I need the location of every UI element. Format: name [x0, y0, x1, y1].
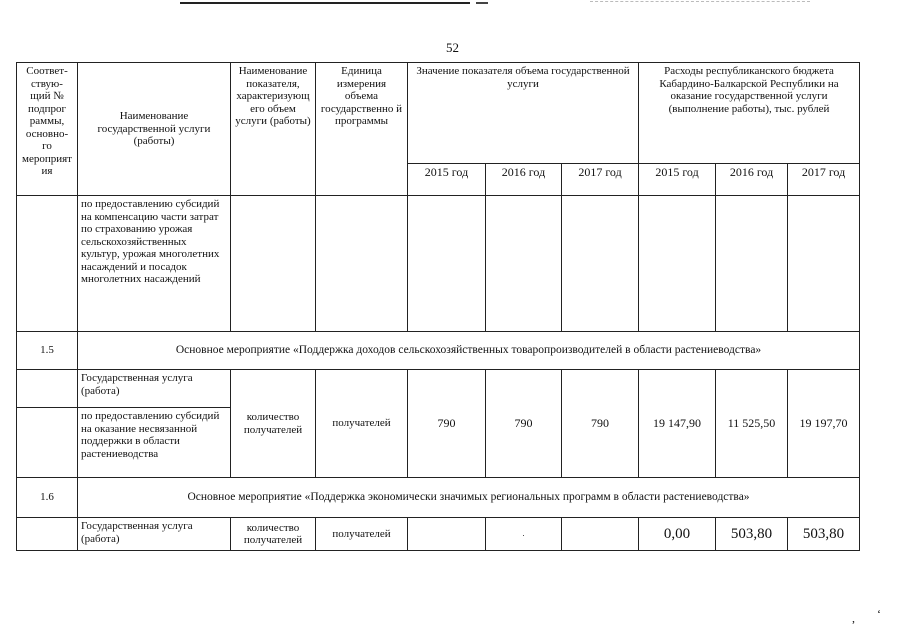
table-row	[17, 196, 860, 332]
cell-indicator: количество получателей	[231, 518, 316, 551]
cell-unit: получателей	[316, 370, 408, 478]
top-faint-line	[590, 1, 810, 3]
cell-budget-2015: 0,00	[639, 518, 716, 551]
cell-empty	[17, 408, 78, 478]
page-number: 52	[446, 40, 459, 55]
scan-mark: ,	[852, 611, 855, 625]
cell-service-type: Государственная услуга (работа)	[78, 518, 231, 551]
section-code: 1.5	[17, 332, 78, 370]
cell-empty	[562, 196, 639, 332]
header-indicator-name: Наименование показателя, характеризующ его объем услуги (работы)	[231, 63, 316, 196]
cell-empty	[639, 196, 716, 332]
cell-service-continuation: по предоставлению субсидий на компенсацию части затрат по страхованию урожая сельскохозяйственных культур, урожая многолетних насаждений и посадок многолетних насаждений	[78, 196, 231, 332]
cell-unit: получателей	[316, 518, 408, 551]
cell-empty	[788, 196, 860, 332]
cell-budget-2016: 503,80	[716, 518, 788, 551]
cell-service-description: по предоставлению субсидий на оказание несвязанной поддержки в области растениеводства	[78, 408, 231, 478]
header-year-volume-2016: 2016 год	[486, 164, 562, 196]
section-title: Основное мероприятие «Поддержка доходов сельскохозяйственных товаропроизводителей в области растениеводства»	[78, 332, 860, 370]
cell-volume-2015: 790	[408, 370, 486, 478]
top-border-line	[180, 2, 470, 4]
cell-empty	[486, 196, 562, 332]
section-row	[17, 332, 860, 370]
cell-empty	[231, 196, 316, 332]
cell-empty	[716, 196, 788, 332]
cell-volume-2017	[562, 518, 639, 551]
table-row	[17, 518, 860, 551]
cell-empty	[17, 370, 78, 408]
header-volume-group: Значение показателя объема государственной услуги	[408, 63, 639, 164]
cell-volume-2016: .	[486, 518, 562, 551]
services-table	[16, 62, 860, 551]
header-code: Соответ- ствую- щий № подпрог раммы, основно- го мероприят ия	[17, 63, 78, 196]
cell-volume-2016: 790	[486, 370, 562, 478]
header-year-budget-2015: 2015 год	[639, 164, 716, 196]
header-year-volume-2015: 2015 год	[408, 164, 486, 196]
scan-mark: ‘	[877, 607, 881, 621]
cell-empty	[408, 196, 486, 332]
header-year-budget-2016: 2016 год	[716, 164, 788, 196]
cell-service-type: Государственная услуга (работа)	[78, 370, 231, 408]
cell-indicator: количество получателей	[231, 370, 316, 478]
section-title: Основное мероприятие «Поддержка экономически значимых региональных программ в области растениеводства»	[78, 478, 860, 518]
section-row	[17, 478, 860, 518]
header-unit: Единица измерения объема государственно й программы	[316, 63, 408, 196]
header-year-volume-2017: 2017 год	[562, 164, 639, 196]
cell-volume-2017: 790	[562, 370, 639, 478]
cell-budget-2017: 19 197,70	[788, 370, 860, 478]
section-code: 1.6	[17, 478, 78, 518]
cell-empty	[17, 196, 78, 332]
header-year-budget-2017: 2017 год	[788, 164, 860, 196]
header-service-name: Наименование государственной услуги (работы)	[78, 63, 231, 196]
cell-volume-2015	[408, 518, 486, 551]
table-row	[17, 370, 860, 408]
top-border-fragment	[476, 2, 488, 4]
cell-budget-2016: 11 525,50	[716, 370, 788, 478]
cell-budget-2015: 19 147,90	[639, 370, 716, 478]
cell-empty	[316, 196, 408, 332]
cell-empty	[17, 518, 78, 551]
header-budget-group: Расходы республиканского бюджета Кабардино-Балкарской Республики на оказание государственной услуги (выполнение работы), тыс. рублей	[639, 63, 860, 164]
cell-budget-2017: 503,80	[788, 518, 860, 551]
